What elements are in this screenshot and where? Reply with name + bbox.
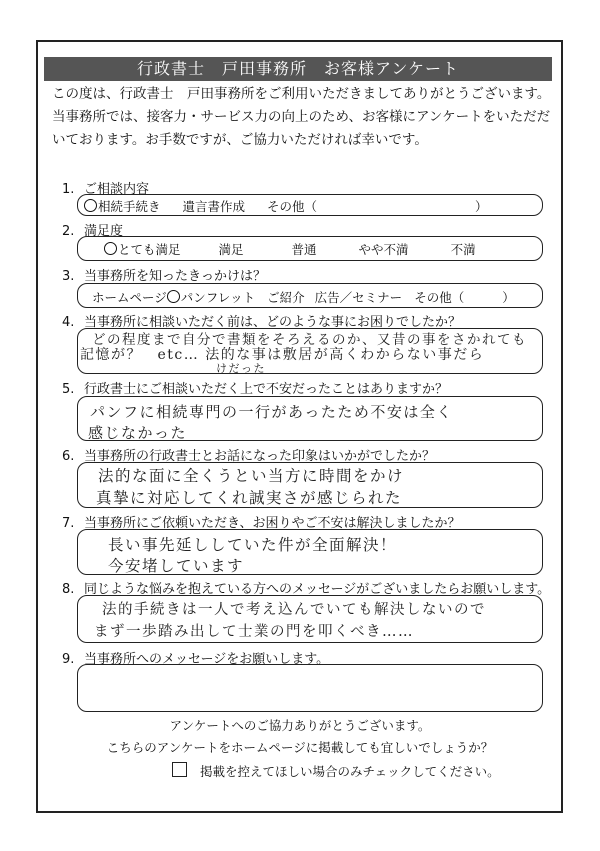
question-number: 7. xyxy=(62,516,75,531)
intro-line-1: この度は、行政書士 戸田事務所をご利用いただきましてありがとうございます。 xyxy=(52,86,551,102)
q3-option-other[interactable]: その他（ xyxy=(414,290,465,305)
answer-6-line-2: 真摯に対応してくれ誠実さが感じられた xyxy=(96,489,403,507)
question-number: 1. xyxy=(62,182,75,197)
option-label: 相続手続き xyxy=(98,199,161,214)
q3-option-pamphlet[interactable] xyxy=(167,288,255,306)
answer-6-line-1: 法的な面に全くうとい当方に時間をかけ xyxy=(98,467,405,485)
q1-option-other-close: ） xyxy=(475,199,488,214)
question-text: 同じような悩みを抱えている方へのメッセージがございましたらお願いします。 xyxy=(84,582,551,597)
question-text: 当事務所の行政書士とお話になった印象はいかがでしたか？ xyxy=(84,449,436,464)
q2-option-very-satisfied[interactable] xyxy=(104,240,181,258)
question-number: 5. xyxy=(62,382,75,397)
selected-circle-icon xyxy=(84,199,97,212)
q2-options xyxy=(104,240,476,258)
question-number: 3. xyxy=(62,269,75,284)
q1-option-inheritance[interactable] xyxy=(84,197,161,215)
q3-options xyxy=(92,288,515,306)
answer-7-line-1: 長い事先延ししていた件が全面解決！ xyxy=(108,536,398,554)
footer-ask: こちらのアンケートをホームページに掲載しても宜しいでしょうか？ xyxy=(106,740,494,755)
question-text: 満足度 xyxy=(84,224,124,239)
question-5 xyxy=(62,378,448,397)
q3-option-ad-seminar[interactable]: 広告／セミナー xyxy=(314,290,403,305)
answer-5-line-1: パンフに相続専門の一行があったため不安は全く xyxy=(90,403,453,421)
answer-box-9[interactable] xyxy=(77,664,543,712)
answer-8-line-1: 法的手続きは一人で考え込んでいても解決しないので xyxy=(102,602,486,618)
answer-4-line-3: けだった xyxy=(216,362,266,375)
question-text: ご相談内容 xyxy=(84,182,150,197)
footer-check-label: 掲載を控えてほしい場合のみチェックしてください。 xyxy=(200,764,500,779)
question-number: 4. xyxy=(62,315,75,330)
question-number: 8. xyxy=(62,582,75,597)
intro-line-2: 当事務所では、接客力・サービス力の向上のため、お客様にアンケートをいただだ xyxy=(52,109,551,125)
q2-option-unsatisfied[interactable]: 不満 xyxy=(450,242,476,257)
q1-option-will[interactable]: 遺言書作成 xyxy=(182,199,246,214)
intro-line-3: いております。お手数ですが、ご協力いただければ幸いです。 xyxy=(52,132,428,148)
survey-title: 行政書士 戸田事務所 お客様アンケート xyxy=(44,57,552,81)
question-text: 当事務所にご依頼いただき、お困りやご不安は解決しましたか？ xyxy=(84,516,461,531)
question-text: 行政書士にご相談いただく上で不安だったことはありますか？ xyxy=(84,382,449,397)
q2-option-somewhat-unsatisfied[interactable]: やや不満 xyxy=(358,242,409,257)
question-number: 9. xyxy=(62,652,75,667)
footer-thanks: アンケートへのご協力ありがとうございます。 xyxy=(169,718,431,733)
question-text: 当事務所を知ったきっかけは？ xyxy=(84,269,267,284)
question-number: 2. xyxy=(62,224,75,239)
selected-circle-icon xyxy=(104,242,117,255)
q1-options xyxy=(84,197,488,215)
q3-option-referral[interactable]: ご紹介 xyxy=(267,290,305,305)
question-3 xyxy=(62,265,266,284)
option-label: パンフレット xyxy=(180,290,256,305)
answer-4-line-2: 記憶が？ etc… 法的な事は敷居が高くわからない事だら xyxy=(80,347,485,363)
q2-option-satisfied[interactable]: 満足 xyxy=(218,242,244,257)
answer-4-line-1: どの程度まで自分で書類をそろえるのか、又昔の事をさかれても xyxy=(92,332,527,348)
option-label: とても満足 xyxy=(118,242,181,257)
q3-option-homepage[interactable]: ホームページ xyxy=(92,290,167,305)
answer-8-line-2: まず一歩踏み出して士業の門を叩くべき…… xyxy=(94,624,414,640)
publish-optout-checkbox[interactable] xyxy=(172,762,187,777)
question-text: 当事務所へのメッセージをお願いします。 xyxy=(84,652,330,667)
q1-option-other[interactable]: その他（ xyxy=(267,199,318,214)
q2-option-normal[interactable]: 普通 xyxy=(291,242,317,257)
answer-5-line-2: 感じなかった xyxy=(88,424,188,442)
question-number: 6. xyxy=(62,449,75,464)
q3-option-other-close: ） xyxy=(502,290,515,305)
question-text: 当事務所に相談いただく前は、どのような事にお困りでしたか？ xyxy=(84,315,462,330)
answer-7-line-2: 今安堵しています xyxy=(108,557,245,575)
selected-circle-icon xyxy=(167,290,180,303)
